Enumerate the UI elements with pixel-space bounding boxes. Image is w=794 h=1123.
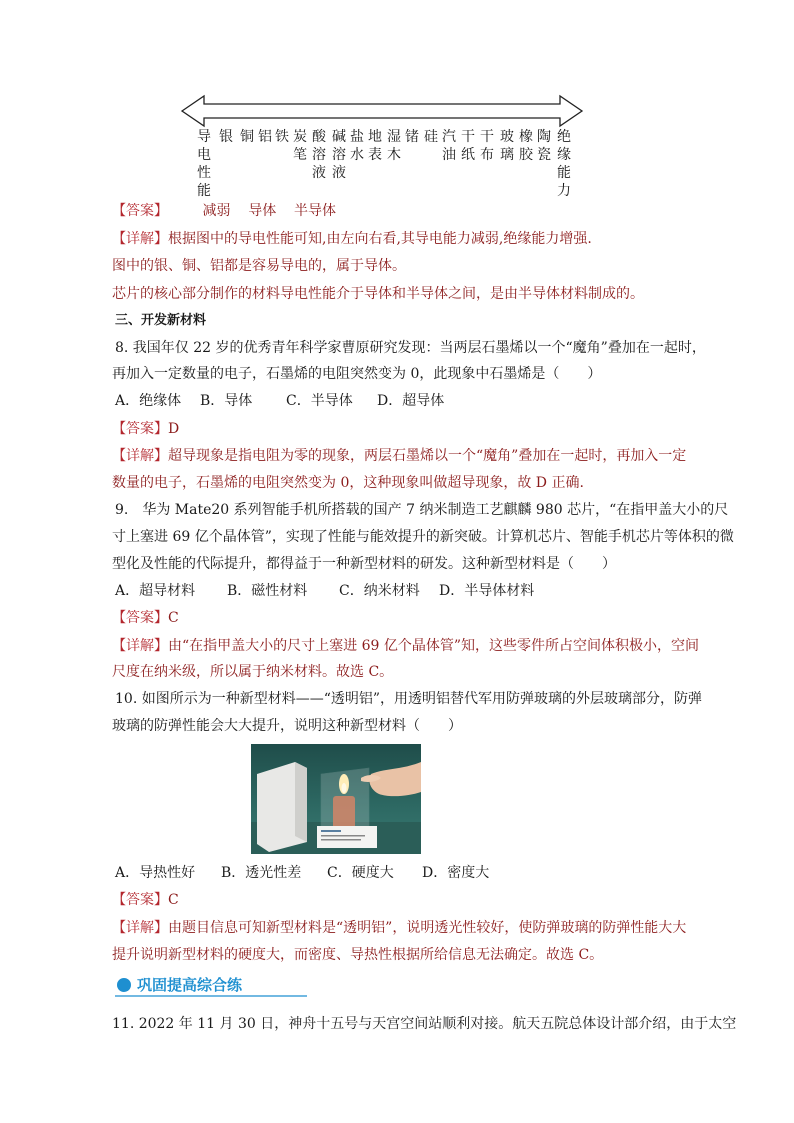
bullet-icon: [117, 978, 131, 992]
detail-text: 由“在指甲盖大小的尺寸上塞进 69 亿个晶体管”知，这些零件所占空间体积极小，空间: [168, 638, 700, 654]
material-label: 炭笔: [293, 129, 307, 163]
material-label: 盐水: [350, 129, 364, 163]
material-label: 地表: [368, 129, 382, 163]
material-label: 汽油: [442, 129, 456, 163]
option: D．半导体材料: [439, 583, 535, 599]
section-title: 三、开发新材料: [115, 313, 207, 328]
material-label: 玻璃: [500, 129, 514, 163]
material-label: 湿木: [387, 129, 401, 163]
material-label: 酸溶液: [312, 129, 326, 181]
material-label: 陶瓷: [537, 129, 551, 163]
question-9-text: 寸上塞进 69 亿个晶体管”，实现了性能与能效提升的新突破。计算机芯片、智能手机芯片等体积的微: [112, 529, 734, 545]
detail-tag: 【详解】: [112, 920, 168, 936]
detail-text: 芯片的核心部分制作的材料导电性能介于导体和半导体之间，是由半导体材料制成的。: [112, 286, 644, 302]
material-label: 干纸: [461, 129, 475, 163]
material-label: 铁: [275, 129, 289, 145]
section-banner: [115, 975, 307, 997]
option: A．超导材料: [115, 583, 196, 599]
answer-text: C: [168, 892, 179, 908]
option: C．硬度大: [327, 865, 394, 881]
detail-tag: 【详解】: [112, 448, 168, 464]
detail-tag: 【详解】: [112, 638, 168, 654]
detail-text: 超导现象是指电阻为零的现象，两层石墨烯以一个“魔角”叠加在一起时，再加入一定: [168, 448, 687, 464]
question-9-options: [115, 581, 534, 601]
detail-tag: 【详解】: [112, 231, 168, 247]
detail-text: 提升说明新型材料的硬度大，而密度、导热性根据所给信息无法确定。故选 C。: [112, 947, 604, 963]
option: A．绝缘体: [115, 393, 182, 409]
question-10-options: [115, 863, 489, 883]
double-arrow-icon: [180, 94, 584, 128]
detail-text: 由题目信息可知新型材料是“透明铝”，说明透光性较好，使防弹玻璃的防弹性能大大: [168, 920, 687, 936]
option: A．导热性好: [115, 865, 196, 881]
detail-text: 尺度在纳米级，所以属于纳米材料。故选 C。: [112, 664, 394, 680]
question-10-text: 玻璃的防弹性能会大大提升，说明这种新型材料（ ）: [112, 718, 462, 734]
question-8-text: 再加入一定数量的电子，石墨烯的电阻突然变为 0，此现象中石墨烯是（ ）: [112, 366, 602, 382]
detail-text: 图中的银、铜、铝都是容易导电的，属于导体。: [112, 258, 406, 274]
option: D．密度大: [422, 865, 490, 881]
question-11-text: 11. 2022 年 11 月 30 日，神舟十五号与天宫空间站顺利对接。航天五院总体设计部介绍，由于太空: [112, 1016, 737, 1032]
material-label: 橡胶: [519, 129, 533, 163]
material-label: 绝缘能力: [557, 129, 571, 199]
question-10-text: 10. 如图所示为一种新型材料——“透明铝”，用透明铝替代军用防弹玻璃的外层玻璃部分，防弹: [115, 691, 703, 707]
material-label: 干布: [480, 129, 494, 163]
section-banner-title: 巩固提高综合练: [137, 976, 243, 994]
answer-tag: 【答案】: [112, 892, 168, 908]
answer-tag: 【答案】: [112, 421, 168, 437]
option: B．磁性材料: [227, 583, 308, 599]
answer-tag: 【答案】: [112, 610, 168, 626]
option: B．导体: [200, 393, 253, 409]
option: B．透光性差: [221, 865, 302, 881]
answer-text: 减弱 导体 半导体: [202, 203, 337, 219]
answer-text: C: [168, 610, 179, 626]
question-9-text: 9. 华为 Mate20 系列智能手机所搭载的国产 7 纳米制造工艺麒麟 980 芯片，“在指甲盖大小的尺: [115, 502, 729, 518]
answer-tag: 【答案】: [112, 203, 168, 219]
question-8-options: [115, 391, 444, 411]
question-8-text: 8. 我国年仅 22 岁的优秀青年科学家曹原研究发现：当两层石墨烯以一个“魔角”叠加在一起时，: [115, 340, 706, 356]
material-label: 硅: [424, 129, 438, 145]
material-label: 锗: [405, 129, 419, 145]
question-9-text: 型化及性能的代际提升，都得益于一种新型材料的研发。这种新型材料是（ ）: [112, 556, 616, 572]
material-label: 银: [219, 129, 233, 145]
material-label: 导电性能: [197, 129, 211, 199]
detail-text: 数量的电子，石墨烯的电阻突然变为 0，这种现象叫做超导现象，故 D 正确.: [112, 475, 584, 491]
material-label: 铝: [258, 129, 272, 145]
material-label: 碱溶液: [332, 129, 346, 181]
material-label: 铜: [240, 129, 254, 145]
conductivity-arrow: [180, 94, 584, 128]
option: C．纳米材料: [339, 583, 420, 599]
answer-text: D: [168, 421, 180, 437]
option: D．超导体: [377, 393, 445, 409]
transparent-aluminum-photo: [251, 744, 421, 854]
option: C．半导体: [286, 393, 353, 409]
detail-text: 根据图中的导电性能可知,由左向右看,其导电能力减弱,绝缘能力增强.: [168, 231, 592, 247]
